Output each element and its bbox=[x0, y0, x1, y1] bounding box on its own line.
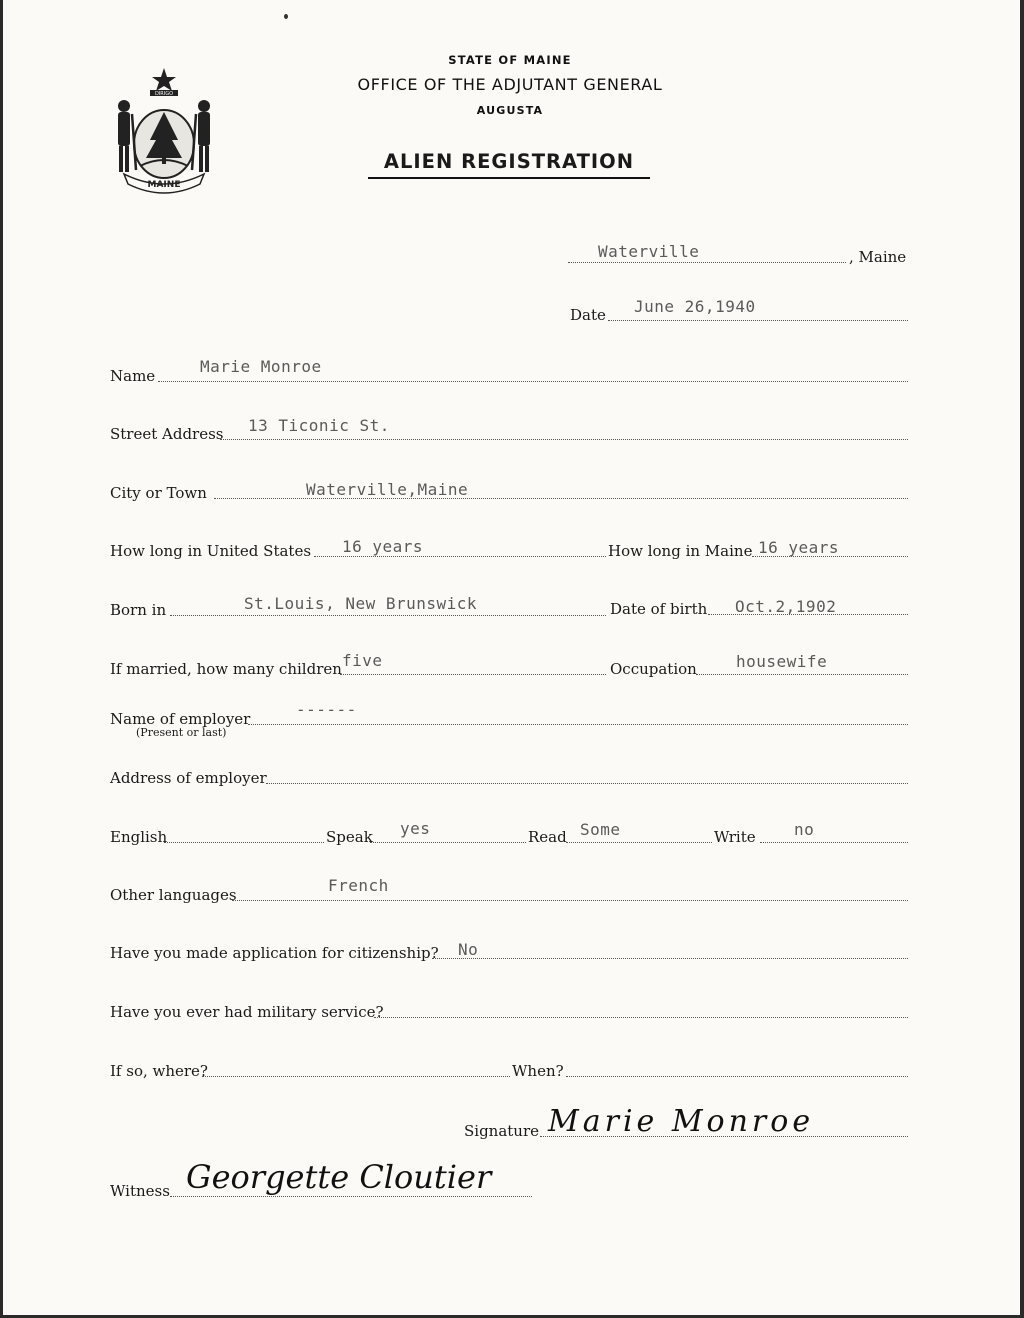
born-in-value[interactable]: St.Louis, New Brunswick bbox=[244, 594, 478, 613]
write-value[interactable]: no bbox=[794, 820, 815, 839]
where-line bbox=[202, 1076, 510, 1077]
employer-value[interactable]: ------ bbox=[296, 700, 357, 719]
city-label: City or Town bbox=[110, 484, 207, 502]
english-label: English bbox=[110, 828, 168, 846]
employer-line bbox=[248, 724, 908, 725]
signature-label: Signature bbox=[464, 1122, 540, 1140]
other-languages-value[interactable]: French bbox=[328, 876, 389, 895]
speak-label: Speak bbox=[326, 828, 373, 846]
write-label: Write bbox=[714, 828, 756, 846]
other-languages-line bbox=[232, 900, 908, 901]
maine-duration-label: How long in Maine bbox=[608, 542, 753, 560]
children-label: If married, how many children bbox=[110, 660, 342, 678]
write-line bbox=[760, 842, 908, 843]
witness-label: Witness bbox=[110, 1182, 170, 1200]
dob-value[interactable]: Oct.2,1902 bbox=[735, 597, 837, 616]
occupation-value[interactable]: housewife bbox=[736, 652, 828, 671]
where-label: If so, where? bbox=[110, 1062, 208, 1080]
employer-address-label: Address of employer bbox=[110, 769, 267, 787]
name-label: Name bbox=[110, 367, 156, 385]
street-label: Street Address bbox=[110, 425, 224, 443]
read-value[interactable]: Some bbox=[580, 820, 621, 839]
place-line bbox=[568, 262, 846, 263]
header-office: OFFICE OF THE ADJUTANT GENERAL bbox=[357, 75, 663, 94]
military-label: Have you ever had military service? bbox=[110, 1003, 384, 1021]
witness-value[interactable]: Georgette Cloutier bbox=[186, 1158, 492, 1196]
occupation-line bbox=[696, 674, 908, 675]
us-duration-line bbox=[314, 556, 606, 557]
read-line bbox=[566, 842, 712, 843]
place-suffix: , Maine bbox=[849, 248, 907, 266]
occupation-label: Occupation bbox=[610, 660, 697, 678]
street-value[interactable]: 13 Ticonic St. bbox=[248, 416, 390, 435]
other-languages-label: Other languages bbox=[110, 886, 237, 904]
form-title: ALIEN REGISTRATION bbox=[368, 150, 650, 179]
born-in-line bbox=[170, 615, 606, 616]
signature-value[interactable]: Marie Monroe bbox=[548, 1104, 815, 1139]
witness-line bbox=[170, 1196, 532, 1197]
date-line bbox=[608, 320, 908, 321]
speak-line bbox=[370, 842, 526, 843]
maine-duration-value[interactable]: 16 years bbox=[758, 538, 840, 557]
born-in-label: Born in bbox=[110, 601, 167, 619]
employer-sublabel: (Present or last) bbox=[136, 726, 227, 739]
when-label: When? bbox=[512, 1062, 564, 1080]
read-label: Read bbox=[528, 828, 567, 846]
english-line bbox=[164, 842, 324, 843]
place-value[interactable]: Waterville bbox=[598, 242, 700, 261]
date-label: Date bbox=[570, 306, 606, 324]
seal-motto: DIRIGO bbox=[154, 91, 174, 97]
us-duration-value[interactable]: 16 years bbox=[342, 537, 424, 556]
city-value[interactable]: Waterville,Maine bbox=[306, 480, 469, 499]
when-line bbox=[566, 1076, 908, 1077]
seal-text: MAINE bbox=[147, 180, 181, 190]
dob-label: Date of birth bbox=[610, 600, 708, 618]
employer-label: Name of employer bbox=[110, 710, 251, 728]
military-line bbox=[374, 1017, 908, 1018]
speak-value[interactable]: yes bbox=[400, 819, 431, 838]
date-value[interactable]: June 26,1940 bbox=[634, 297, 756, 316]
us-duration-label: How long in United States bbox=[110, 542, 312, 560]
header-city: AUGUSTA bbox=[476, 104, 544, 117]
header-state: STATE OF MAINE bbox=[448, 53, 572, 67]
name-value[interactable]: Marie Monroe bbox=[200, 357, 322, 376]
state-seal-icon bbox=[110, 66, 218, 194]
scan-speck bbox=[284, 14, 288, 19]
children-line bbox=[340, 674, 606, 675]
employer-address-line bbox=[266, 783, 908, 784]
citizenship-value[interactable]: No bbox=[458, 940, 479, 959]
name-line bbox=[158, 381, 908, 382]
citizenship-label: Have you made application for citizenship? bbox=[110, 944, 439, 962]
children-value[interactable]: five bbox=[342, 651, 383, 670]
citizenship-line bbox=[432, 958, 908, 959]
street-line bbox=[220, 439, 908, 440]
